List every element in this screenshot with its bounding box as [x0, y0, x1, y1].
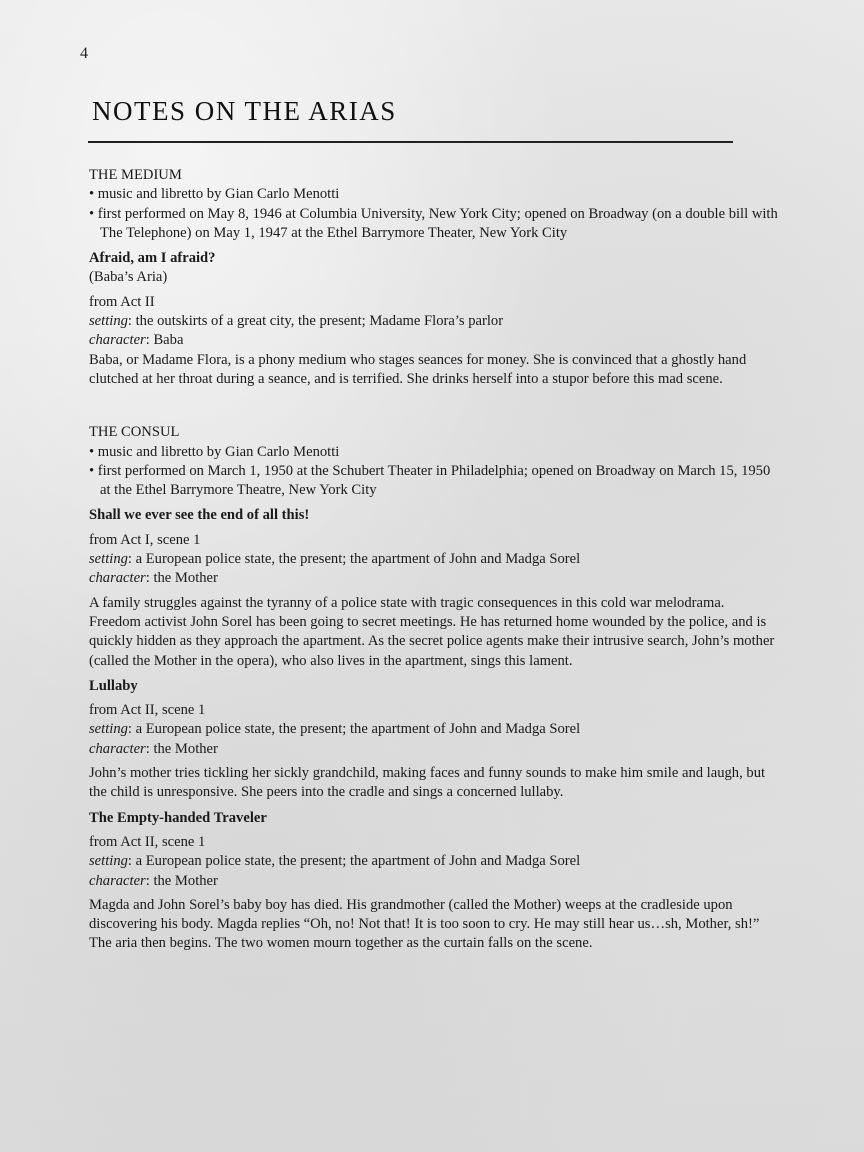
- character-text: : the Mother: [145, 872, 218, 889]
- aria-description: Magda and John Sorel’s baby boy has died. His grandmother (called the Mother) weeps at the cradleside upon discovering his body. Magda replies “Oh, no! Not that! It is too soon to cry. He may still hear us…sh, Mother, sh!” The aria then begins. The two women mourn together as the curtain falls on the scene.: [89, 896, 760, 952]
- character-text: : the Mother: [145, 570, 218, 587]
- aria-act: from Act II, scene 1: [89, 702, 206, 719]
- aria-character: [89, 331, 779, 350]
- setting-text: : a European police state, the present; the apartment of John and Madga Sorel: [127, 721, 581, 738]
- bullet-text: first performed on March 1, 1950 at the Schubert Theater in Philadelphia; opened on Broadway on March 15, 1950 at the Ethel Barrymore Theatre, New York City: [97, 462, 771, 499]
- aria-character: [89, 740, 779, 759]
- bullet-text: music and libretto by Gian Carlo Menotti: [97, 186, 340, 203]
- character-label: character: [89, 740, 146, 757]
- opera-section-the-consul: [89, 423, 779, 953]
- opera-name: THE CONSUL: [89, 424, 180, 441]
- page-title: NOTES ON THE ARIAS: [92, 96, 397, 126]
- aria-character: [89, 872, 779, 891]
- title-divider: [88, 141, 733, 143]
- aria-title: Afraid, am I afraid?: [89, 250, 216, 267]
- opera-section-the-medium: [89, 166, 779, 389]
- aria-description: Baba, or Madame Flora, is a phony medium who stages seances for money. She is convinced that a ghostly hand clutched at her throat during a seance, and is terrified. She drinks herself into a stupor before this mad scene.: [89, 351, 747, 387]
- aria-title: Shall we ever see the end of all this!: [89, 507, 310, 524]
- aria-setting: [89, 720, 779, 739]
- bullet-item: • first performed on March 1, 1950 at the Schubert Theater in Philadelphia; opened on Broadway on March 15, 1950 at the Ethel Barrymore Theatre, New York City: [89, 462, 771, 499]
- aria-description: John’s mother tries tickling her sickly grandchild, making faces and funny sounds to make him smile and laugh, but the child is unresponsive. She peers into the cradle and sings a concerned lullaby.: [89, 765, 766, 801]
- aria-subtitle: (Baba’s Aria): [89, 269, 168, 286]
- character-label: character: [89, 332, 146, 349]
- setting-label: setting: [89, 853, 128, 870]
- aria-entry: [89, 809, 779, 954]
- character-text: : Baba: [145, 332, 184, 349]
- aria-entry: [89, 249, 779, 389]
- aria-setting: [89, 312, 779, 331]
- aria-setting: [89, 550, 779, 569]
- setting-text: : a European police state, the present; the apartment of John and Madga Sorel: [127, 551, 581, 568]
- bullet-item: • music and libretto by Gian Carlo Menotti: [89, 186, 340, 203]
- bullet-item: • first performed on May 8, 1946 at Columbia University, New York City; opened on Broadway (on a double bill with The Telephone) on May 1, 1947 at the Ethel Barrymore Theater, New York City: [89, 205, 778, 241]
- aria-act: from Act II: [89, 293, 155, 310]
- aria-title: The Empty-handed Traveler: [89, 809, 267, 826]
- aria-character: [89, 569, 779, 588]
- character-label: character: [89, 570, 146, 587]
- aria-entry: [89, 677, 779, 803]
- aria-setting: [89, 852, 779, 871]
- aria-title: Lullaby: [89, 677, 138, 694]
- bullet-item: • music and libretto by Gian Carlo Menotti: [89, 443, 340, 460]
- bullet-text: music and libretto by Gian Carlo Menotti: [97, 443, 340, 460]
- document-body: [89, 166, 779, 954]
- aria-act: from Act II, scene 1: [89, 833, 206, 850]
- setting-label: setting: [89, 551, 128, 568]
- character-label: character: [89, 872, 146, 889]
- aria-act: from Act I, scene 1: [89, 531, 201, 548]
- aria-description: A family struggles against the tyranny of a police state with tragic consequences in this cold war melodrama. Freedom activist John Sorel has been going to secret meetings. He has returned home wounded by the police, and is quickly hidden as they approach the apartment. As the secret police agents make their intrusive search, John’s mother (called the Mother in the opera), who also lives in the apartment, sings this lament.: [89, 594, 775, 669]
- page-number: 4: [80, 45, 88, 62]
- aria-entry: [89, 506, 779, 670]
- character-text: : the Mother: [145, 740, 218, 757]
- bullet-text: first performed on May 8, 1946 at Columbia University, New York City; opened on Broadway (on a double bill with The Telephone) on May 1, 1947 at the Ethel Barrymore Theater, New York City: [97, 205, 778, 241]
- setting-text: : the outskirts of a great city, the present; Madame Flora’s parlor: [127, 313, 504, 330]
- setting-label: setting: [89, 721, 128, 738]
- setting-label: setting: [89, 313, 128, 330]
- opera-name: THE MEDIUM: [89, 167, 182, 183]
- setting-text: : a European police state, the present; the apartment of John and Madga Sorel: [127, 853, 581, 870]
